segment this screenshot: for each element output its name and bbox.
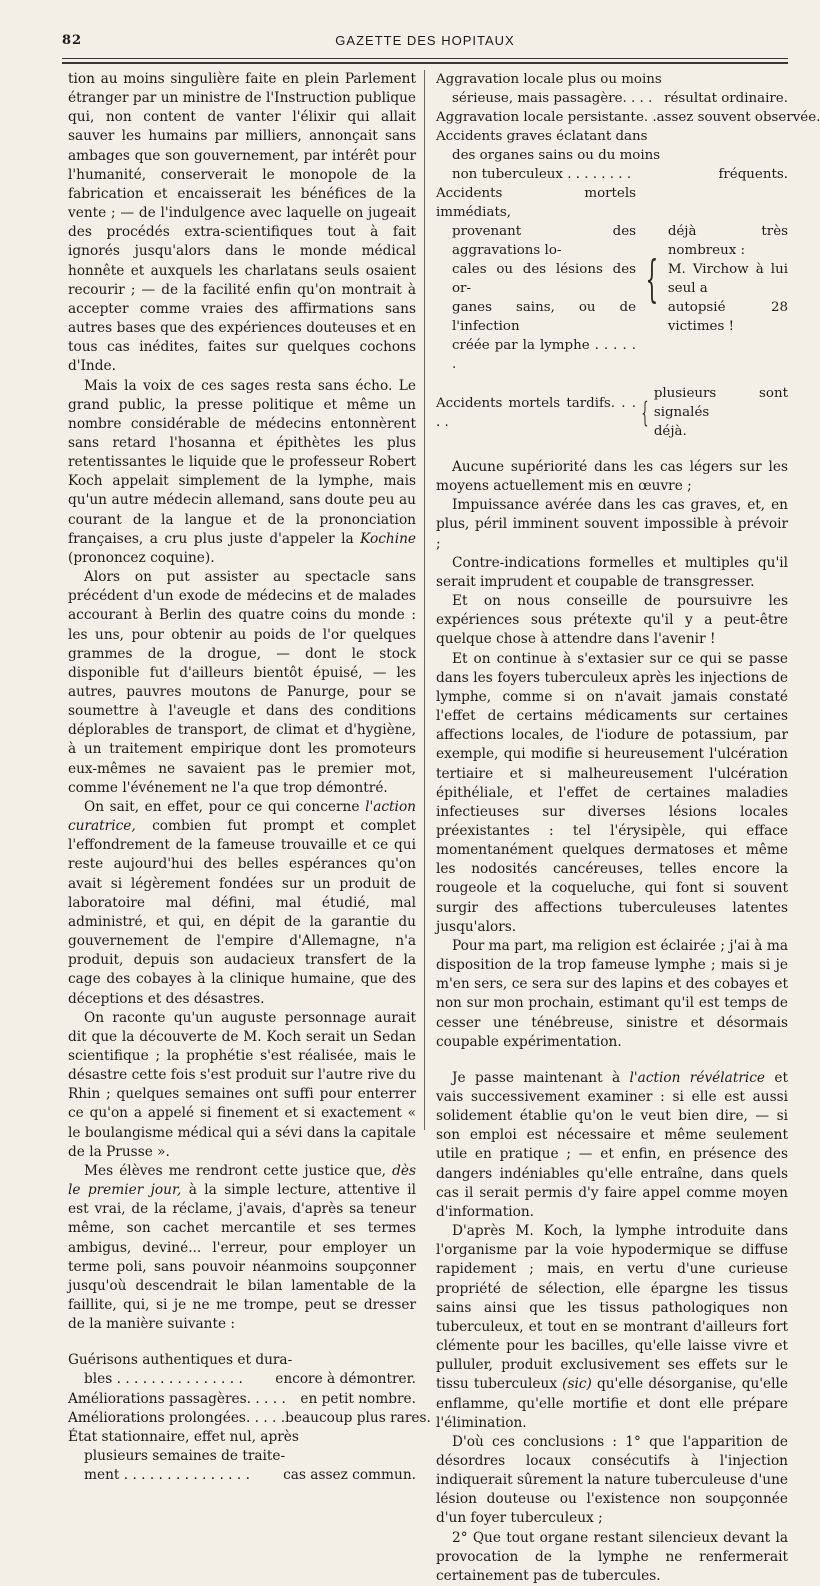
paragraph: Mes élèves me rendront cette justice que, dès le premier jour, à la simple lecture, attentive il est vrai, de la réclame, j'avais, d'après sa teneur même, son cachet mercantile et ses termes ambigus, deviné... l'erreur, pour employer un terme poli, sans pouvoir néanmoins soupçonner jusqu'où descendrait le bilan lamentable de la faillite, qui, si je ne me trompe, peut se dresser de la manière suivante :	[68, 1162, 416, 1333]
paragraph: Je passe maintenant à l'action révélatrice et vais successivement examiner : si elle est aussi solidement établie qu'on le veut bien dire, — si son emploi est nécessaire et même seulement utile en pratique ; — et enfin, en présence des dangers indéniables qu'elle entraîne, dans quels cas il serait permis d'y faire appel comme moyen d'information.	[436, 1069, 788, 1220]
journal-title: GAZETTE DES HOPITAUX	[335, 33, 515, 48]
table-row: ment . . . . . . . . . . . . . . . cas assez commun.	[84, 1467, 416, 1484]
table-row: Guérisons authentiques et dura-	[68, 1352, 293, 1369]
paragraph: Et on nous conseille de poursuivre les expériences sous prétexte qu'il y a peut-être quelque chose à attendre dans l'avenir !	[436, 593, 788, 648]
page-header	[62, 30, 788, 50]
paragraph: On sait, en effet, pour ce qui concerne l'action curatrice, combien fut prompt et complet l'effondrement de la fameuse trouvaille et ce qui reste aujourd'hui des belles espérances qu'on avait si légèrement fondées sur un produit de laboratoire mal défini, mal étudié, mal administré, et qui, en dépit de la garantie du gouvernement de l'empire d'Allemagne, n'a produit, depuis son audacieux transfert de la cage des cobayes à la clinique humaine, que des déceptions et des désastres.	[68, 798, 416, 1007]
left-column	[68, 70, 431, 1485]
paragraph: Impuissance avérée dans les cas graves, et, en plus, péril imminent souvent impossible à prévoir ;	[436, 497, 788, 552]
paragraph: D'où ces conclusions : 1° que l'apparition de désordres locaux consécutifs à l'injection indiquerait sûrement la nature tuberculeuse d'une lésion douteuse ou l'existence non soupçonnée d'un foyer tuberculeux ;	[436, 1433, 788, 1527]
table-row: non tuberculeux . . . . . . . . fréquents.	[452, 167, 788, 182]
page-number: 82	[62, 33, 83, 48]
header-rule-thin	[62, 58, 788, 59]
paragraph: Pour ma part, ma religion est éclairée ; j'ai à ma disposition de la trop fameuse lymphe ; mais si je m'en sers, ce sera sur des lapins et des cobayes et non sur mon prochain, estimant qu'il est temps de cesser une ténébreuse, sinistre et désormais coupable expérimentation.	[436, 937, 788, 1050]
table-row: sérieuse, mais passagère. . . . résultat ordinaire.	[452, 91, 788, 106]
column-divider	[424, 70, 425, 1130]
paragraph: Aucune supériorité dans les cas légers sur les moyens actuellement mis en œuvre ;	[436, 459, 788, 495]
table-row: Accidents mortels tardifs. . . . . { plusieurs sont signalés déjà.	[436, 386, 788, 439]
outcome-table-left	[68, 1351, 431, 1485]
paragraph: Mais la voix de ces sages resta sans écho. Le grand public, la presse politique et même un nombre considérable de médecins entonnèrent sans retard l'hosanna et épithètes les plus retentissantes le liquide que le professeur Robert Koch appelait simplement de la lymphe, mais qu'un autre médecin allemand, sans doute peu au courant de la langue et de la prononciation françaises, a cru plus juste d'appeler la Kochine (prononcez coquine).	[68, 377, 416, 566]
table-row: Accidents mortels immédiats, provenant des aggravations lo- cales ou des lésions des or- ganes sains, ou de l'infection créée par la lymphe . . . . . . { déjà très nombreux : M. Virchow à lui seul a autopsié 28 victimes !	[436, 186, 788, 372]
right-column	[436, 70, 820, 1586]
paragraph: Et on continue à s'extasier sur ce qui se passe dans les foyers tuberculeux après les injections de lymphe, comme si on n'avait jamais constaté l'effet de certains médicaments sur certaines affections locales, de l'iodure de potassium, par exemple, qui modifie si heureusement l'ulcération tertiaire et si malheureusement l'ulcération épithéliale, et l'effet de certaines maladies infectieuses sur diverses lésions locales préexistantes : tel l'érysipèle, qui efface momentanément quelques dermatoses et même les nodosités cancéreuses, telles encore la rougeole et la coqueluche, qui font si souvent surgir des affections tuberculeuses latentes jusqu'alors.	[436, 650, 788, 935]
paragraph: Alors on put assister au spectacle sans précédent d'un exode de médecins et de malades accourant à Berlin des quatre coins du monde : les uns, pour obtenir au poids de l'or quelques grammes de la drogue, — dont le stock disponible fut d'ailleurs bientôt épuisé, — les autres, pauvres moutons de Panurge, pour se soumettre à l'aveugle et dans des conditions déplorables de transport, de climat et d'hygiène, à un traitement empirique dont les promoteurs eux-mêmes ne savaient pas le premier mot, comme l'événement ne l'a que trop démontré.	[68, 569, 416, 796]
table-row: Aggravation locale plus ou moins	[436, 72, 662, 87]
paragraph: tion au moins singulière faite en plein Parlement étranger par un ministre de l'Instruction publique qui, non content de vanter l'élixir qui allait sauver les humains par milliers, annonçait sans ambages que son gouvernement, par intérêt pour l'humanité, conserverait le monopole de la fabrication et encaisserait les bénéfices de la vente ; — de l'indulgence avec laquelle on jugeait des procédés extra-scientifiques tout à fait ignorés jusqu'alors dans le monde médical honnête et auxquels les charlatans seuls osaient recourir ; — de la facilité enfin qu'on montrait à accepter comme vraies des affirmations sans autres bases que des expériences douteuses et en tous cas inédites, faites sur quelques cochons d'Inde.	[68, 71, 416, 375]
paragraph: Contre-indications formelles et multiples qu'il serait imprudent et coupable de transgresser.	[436, 554, 788, 590]
table-row: État stationnaire, effet nul, après	[68, 1428, 299, 1445]
table-row: Aggravation locale persistante. . assez souvent observée.	[436, 110, 820, 125]
table-row: plusieurs semaines de traite-	[84, 1448, 286, 1465]
table-row: Améliorations passagères. . . . . en petit nombre.	[68, 1390, 416, 1407]
header-rule-thick	[62, 62, 788, 64]
paragraph: On raconte qu'un auguste personnage aurait dit que la découverte de M. Koch serait un Sedan scientifique ; la prophétie s'est réalisée, mais le désastre cette fois s'est produit sur l'autre rive du Rhin ; quelques semaines ont suffi pour enterrer ce qu'on a appelé si finement et si exactement « le boulangisme médical qui a sévi dans la capitale de la Prusse ».	[68, 1009, 416, 1160]
outcome-table-right	[436, 70, 820, 441]
paragraph: D'après M. Koch, la lymphe introduite dans l'organisme par la voie hypodermique se diffuse rapidement ; mais, en vertu d'une curieuse propriété de sélection, elle épargne les tissus sains ainsi que les tissus pathologiques non tuberculeux, et tout en se montrant d'ailleurs fort clémente pour les bacilles, qu'elle laisse vivre et pulluler, produit exclusivement ses effets sur le tissu tuberculeux (sic) qu'elle désorganise, qu'elle enflamme, qu'elle mortifie et dont elle prépare l'élimination.	[436, 1223, 789, 1431]
table-row: Améliorations prolongées. . . . . beaucoup plus rares.	[68, 1409, 431, 1426]
table-row: bles . . . . . . . . . . . . . . . encore à démontrer.	[84, 1371, 416, 1388]
table-row: Accidents graves éclatant dans	[436, 129, 648, 144]
paragraph: 2° Que tout organe restant silencieux devant la provocation de la lymphe ne renfermerait certainement pas de tubercules.	[436, 1529, 788, 1584]
table-row: des organes sains ou du moins	[452, 148, 661, 163]
brace-glyph: {	[641, 395, 649, 429]
brace-glyph: {	[645, 250, 659, 308]
